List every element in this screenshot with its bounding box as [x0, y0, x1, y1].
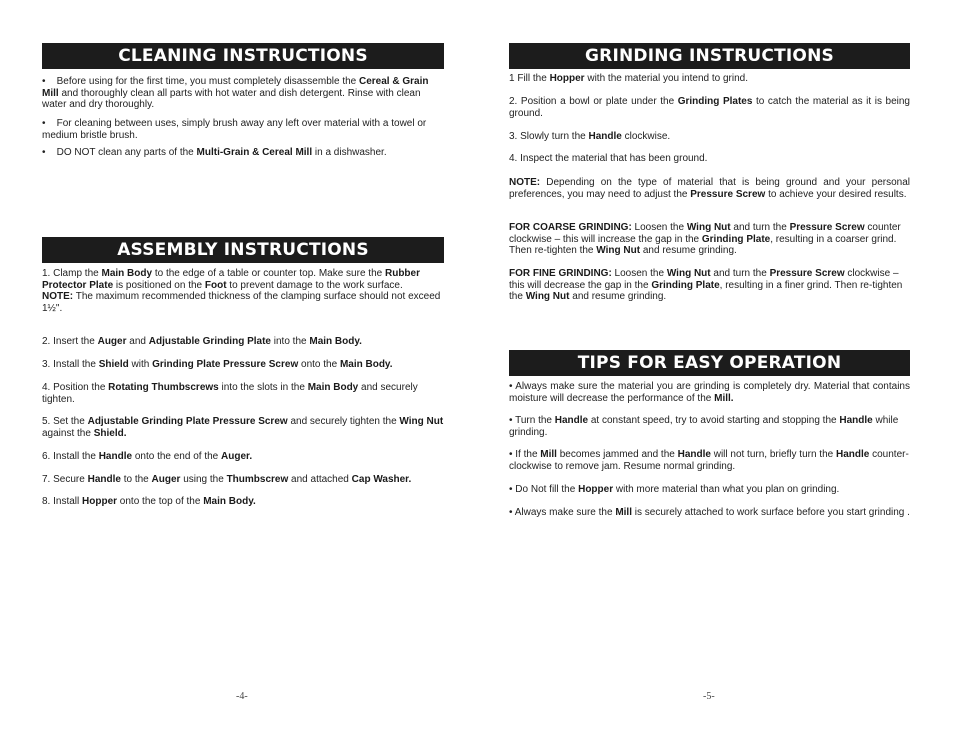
assembly-step-1: 1. Clamp the Main Body to the edge of a table or counter top. Make sure the Rubber Protector Plate is positioned on the Foot to prevent damage to the work surface. NOTE: The maximum recommended thickness of the clamping surface should not exceed 1½".: [42, 268, 444, 314]
assembly-title: ASSEMBLY INSTRUCTIONS: [117, 240, 369, 260]
grinding-step-4: 4. Inspect the material that has been ground.: [509, 153, 708, 164]
tip-4: • Do Not fill the Hopper with more material than what you plan on grinding.: [509, 484, 840, 495]
tip-5: • Always make sure the Mill is securely attached to work surface before you start grinding .: [509, 507, 910, 518]
assembly-header: [42, 237, 444, 263]
grinding-step-3: 3. Slowly turn the Handle clockwise.: [509, 131, 671, 142]
tips-title: TIPS FOR EASY OPERATION: [577, 353, 842, 373]
tip-1: • Always make sure the material you are grinding is completely dry. Material that contains moisture will decrease the performance of the Mill.: [509, 381, 910, 404]
assembly-step-2: 2. Insert the Auger and Adjustable Grinding Plate into the Main Body.: [42, 336, 362, 347]
grinding-header: [509, 43, 910, 69]
page-number-left: -4-: [236, 691, 248, 702]
tip-2: • Turn the Handle at constant speed, try to avoid starting and stopping the Handle while grinding.: [509, 415, 899, 438]
grinding-title: GRINDING INSTRUCTIONS: [585, 46, 834, 66]
assembly-step-8: 8. Install Hopper onto the top of the Main Body.: [42, 496, 256, 507]
fine-grinding: FOR FINE GRINDING: Loosen the Wing Nut and turn the Pressure Screw clockwise – this will decrease the gap in the Grinding Plate, resulting in a finer grind. Then re-tighten the Wing Nut and resume grinding.: [509, 268, 903, 303]
cleaning-title: CLEANING INSTRUCTIONS: [118, 46, 368, 66]
assembly-step-7: 7. Secure Handle to the Auger using the Thumbscrew and attached Cap Washer.: [42, 474, 412, 485]
cleaning-bullet-2: • For cleaning between uses, simply brush away any left over material with a towel or medium bristle brush.: [42, 118, 427, 141]
cleaning-bullet-1: • Before using for the first time, you must completely disassemble the Cereal & Grain Mill and thoroughly clean all parts with hot water and dish detergent. Rinse with clean water and dry thoroughly.: [42, 76, 429, 111]
assembly-note: NOTE: The maximum recommended thickness of the clamping surface should not exceed 1½".: [42, 291, 441, 314]
assembly-step-5: 5. Set the Adjustable Grinding Plate Pressure Screw and securely tighten the Wing Nut against the Shield.: [42, 416, 444, 439]
tip-3: • If the Mill becomes jammed and the Handle will not turn, briefly turn the Handle counter-clockwise to remove jam. Resume normal grinding.: [509, 449, 909, 472]
grinding-step-2: 2. Position a bowl or plate under the Grinding Plates to catch the material as it is being ground.: [509, 96, 910, 119]
cleaning-bullet-3: • DO NOT clean any parts of the Multi-Grain & Cereal Mill in a dishwasher.: [42, 147, 387, 158]
page-number-right: -5-: [703, 691, 715, 702]
coarse-grinding: FOR COARSE GRINDING: Loosen the Wing Nut and turn the Pressure Screw counter clockwise – this will increase the gap in the Grinding Plate, resulting in a coarser grind. Then re-tighten the Wing Nut and resume grinding.: [509, 222, 901, 257]
assembly-step-4: 4. Position the Rotating Thumbscrews into the slots in the Main Body and securely tighten.: [42, 382, 418, 405]
grinding-note: NOTE: Depending on the type of material that is being ground and your personal preferences, you may need to adjust the Pressure Screw to achieve your desired results.: [509, 177, 910, 200]
tips-header: [509, 350, 910, 376]
assembly-step-3: 3. Install the Shield with Grinding Plate Pressure Screw onto the Main Body.: [42, 359, 393, 370]
grinding-step-1: 1 Fill the Hopper with the material you intend to grind.: [509, 73, 749, 84]
assembly-step-6: 6. Install the Handle onto the end of the Auger.: [42, 451, 253, 462]
cleaning-header: [42, 43, 444, 69]
